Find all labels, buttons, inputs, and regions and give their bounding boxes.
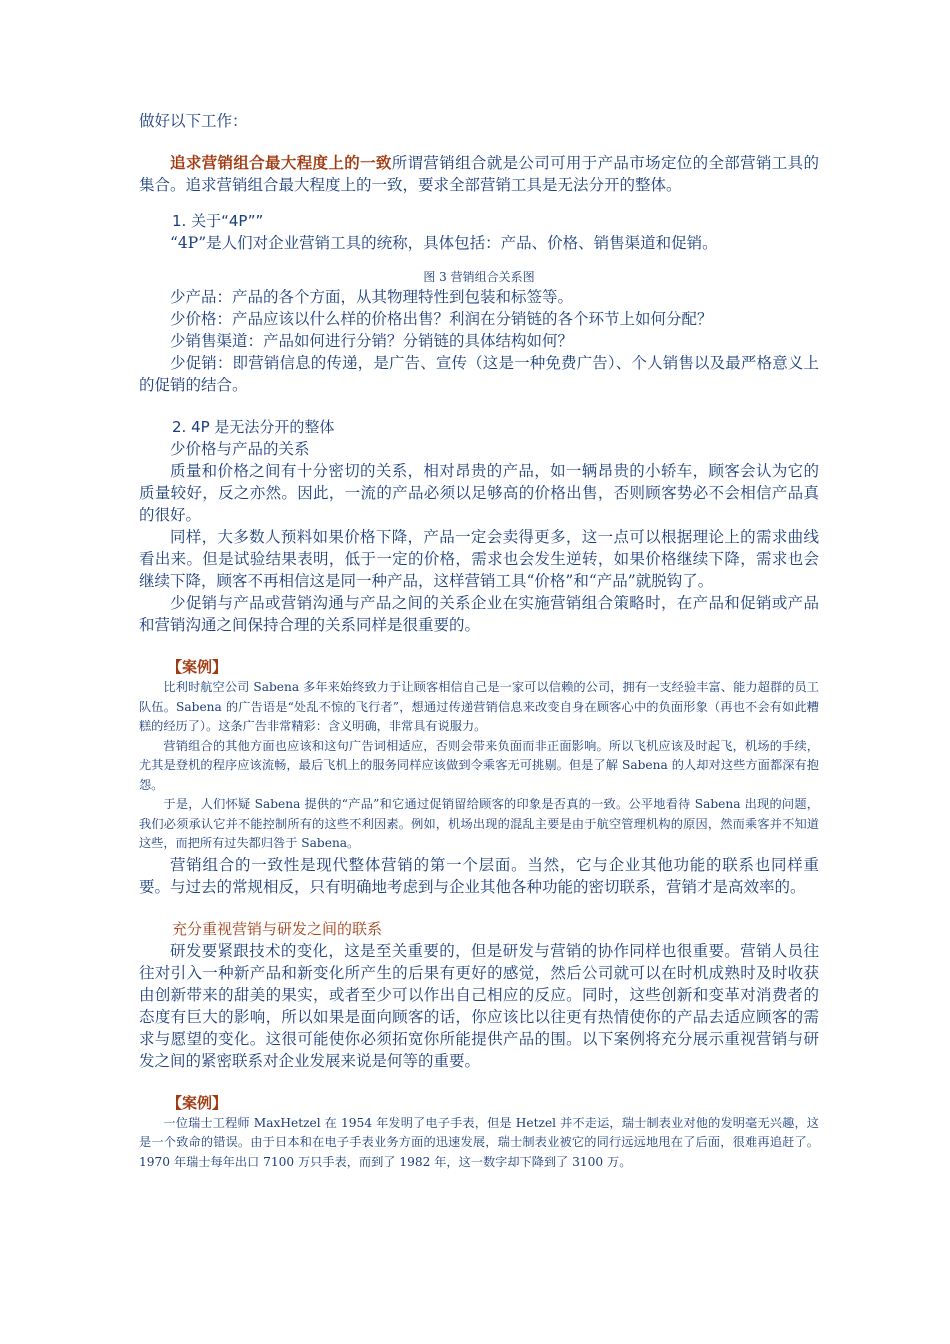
list-item-product: 少产品：产品的各个方面，从其物理特性到包装和标签等。 xyxy=(170,288,574,306)
section2-paragraph-3: 少促销与产品或营销沟通与产品之间的关系企业在实施营销组合策略时，在产品和促销或产品和营销沟通之间保持合理的关系同样是很重要的。 xyxy=(139,594,819,634)
paragraph-text: 所谓营销组合就是公司可用于产品市场定位的全部营销工具的集合。追求营销组合最大程度上的一致，要求全部营销工具是无法分开的整体。 xyxy=(139,154,819,194)
figure-caption: 图 3 营销组合关系图 xyxy=(423,270,535,284)
section2-title: 2. 4P 是无法分开的整体 xyxy=(172,418,335,436)
section2-paragraph-1: 质量和价格之间有十分密切的关系，相对昂贵的产品，如一辆昂贵的小轿车，顾客会认为它的质量较好，反之亦然。因此，一流的产品必须以足够高的价格出售，否则顾客势必不会相信产品真的很好。 xyxy=(139,462,819,524)
section3-paragraph: 研发要紧跟技术的变化，这是至关重要的，但是研发与营销的协作同样也很重要。营销人员往往对引入一种新产品和新变化所产生的后果有更好的感觉，然后公司就可以在时机成熟时及时收获由创新带来的甜美的果实，或者至少可以作出自己相应的反应。同时，这些创新和变革对消费者的态度有巨大的影响，所以如果是面向顾客的话，你应该比以往更有热情使你的产品去适应顾客的需求与愿望的变化。这很可能使你必须拓宽你所能提供产品的围。以下案例将充分展示重视营销与研发之间的紧密联系对企业发展来说是何等的重要。 xyxy=(139,941,819,1070)
document-body xyxy=(139,110,819,1172)
list-item-promotion: 少促销：即营销信息的传递，是广告、宣传（这是一种免费广告）、个人销售以及最严格意义上的促销的结合。 xyxy=(139,354,819,394)
highlight-heading: 追求营销组合最大程度上的一致 xyxy=(170,154,392,172)
paragraph-marketing-mix xyxy=(139,152,819,196)
case2-label: 【案例】 xyxy=(167,1093,228,1112)
list-item-price: 少价格：产品应该以什么样的价格出售？利润在分销链的各个环节上如何分配？ xyxy=(170,310,713,328)
case1-paragraph-1: 比利时航空公司 Sabena 多年来始终致力于让顾客相信自己是一家可以信赖的公司，拥有一支经验丰富、能力超群的员工队伍。Sabena 的广告语是“处乱不惊的飞行者”，想通过传递营销信息来改变自身在顾客心中的负面形象（再也不会有如此糟糕的经历了）。这条广告非常精彩：含义明确，非常具有说服力。 xyxy=(139,680,819,733)
section2-subtitle: 少价格与产品的关系 xyxy=(170,440,310,458)
section2-paragraph-2: 同样，大多数人预料如果价格下降，产品一定会卖得更多，这一点可以根据理论上的需求曲线看出来。但是试验结果表明，低于一定的价格，需求也会发生逆转，如果价格继续下降，需求也会继续下降，顾客不再相信这是同一种产品，这样营销工具“价格”和“产品”就脱钩了。 xyxy=(139,528,819,590)
intro-line: 做好以下工作： xyxy=(139,112,248,130)
section1-title: 1. 关于“4P”” xyxy=(172,212,264,230)
list-item-channel: 少销售渠道：产品如何进行分销？分销链的具体结构如何？ xyxy=(170,332,574,350)
section1-text: “4P”是人们对企业营销工具的统称，具体包括：产品、价格、销售渠道和促销。 xyxy=(170,234,718,252)
case2-paragraph-1: 一位瑞士工程师 MaxHetzel 在 1954 年发明了电子手表，但是 Hetzel 并不走运，瑞士制表业对他的发明毫无兴趣，这是一个致命的错误。由于日本和在电子手表业务方面的迅速发展，瑞士制表业被它的同行远远地甩在了后面，很难再追赶了。1970 年瑞士每年出口 7100 万只手表，而到了 1982 年，这一数字却下降到了 3100 万。 xyxy=(139,1115,819,1169)
section3-title: 充分重视营销与研发之间的联系 xyxy=(172,919,383,938)
summary-paragraph: 营销组合的一致性是现代整体营销的第一个层面。当然，它与企业其他功能的联系也同样重要。与过去的常规相反，只有明确地考虑到与企业其他各种功能的密切联系，营销才是高效率的。 xyxy=(139,855,819,896)
case1-label: 【案例】 xyxy=(167,658,228,676)
case1-paragraph-3: 于是，人们怀疑 Sabena 提供的“产品”和它通过促销留给顾客的印象是否真的一致。公平地看待 Sabena 出现的问题，我们必须承认它并不能控制所有的这些不利因素。例如，机场出现的混乱主要是由于航空管理机构的原因，然而乘客并不知道这些，而把所有过失都归咎于 Sabena。 xyxy=(139,797,819,850)
case1-paragraph-2: 营销组合的其他方面也应该和这句广告词相适应，否则会带来负面而非正面影响。所以飞机应该及时起飞，机场的手续，尤其是登机的程序应该流畅，最后飞机上的服务同样应该做到令乘客无可挑剔。但是了解 Sabena 的人却对这些方面都深有抱怨。 xyxy=(139,738,819,792)
